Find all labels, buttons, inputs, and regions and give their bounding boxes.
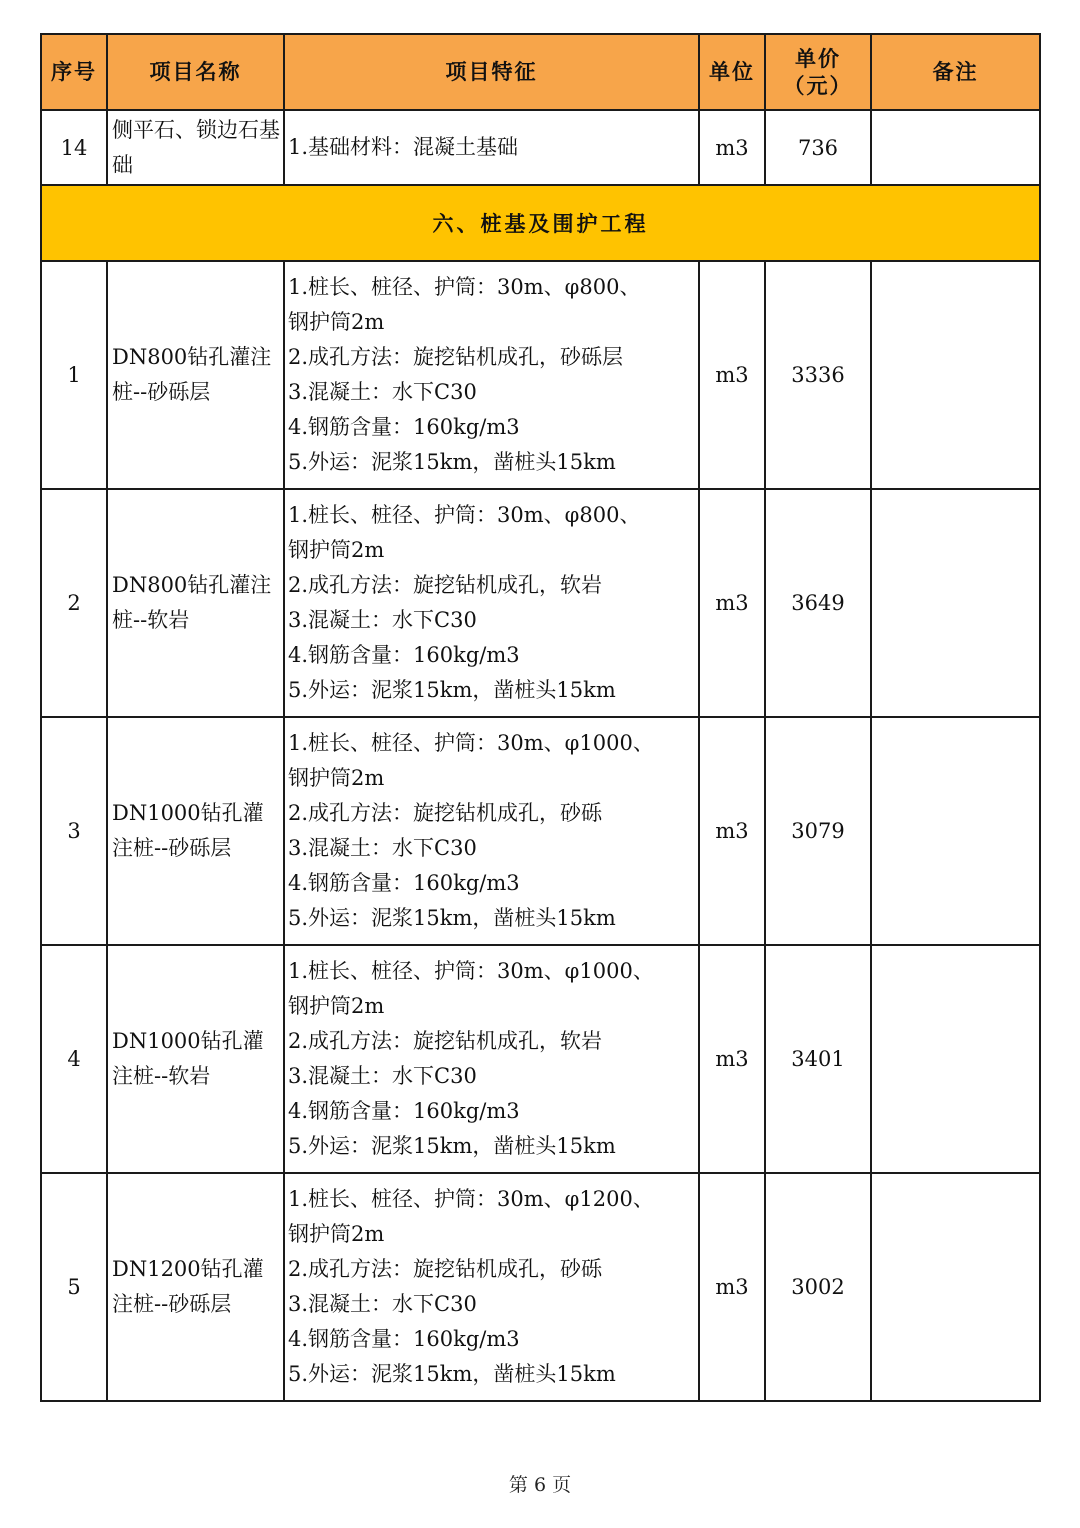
row-unit: m3 (699, 717, 765, 945)
row-features (284, 110, 699, 185)
header-name: 项目名称 (107, 34, 284, 110)
price-table (40, 33, 1041, 1402)
row-name: DN1000钻孔灌注桩--砂砾层 (107, 717, 284, 945)
row-no: 14 (41, 110, 107, 185)
row-no: 2 (41, 489, 107, 717)
row-price: 3079 (765, 717, 871, 945)
feature-line: 5.外运：泥浆15km，凿桩头15km (288, 1362, 616, 1386)
table-header (41, 34, 1040, 110)
feature-line: 2.成孔方法：旋挖钻机成孔，软岩 (288, 1029, 603, 1053)
feature-line: 4.钢筋含量：160kg/m3 (288, 1099, 520, 1123)
feature-line: 5.外运：泥浆15km，凿桩头15km (288, 1134, 616, 1158)
feature-line: 钢护筒2m (288, 766, 385, 790)
feature-line: 4.钢筋含量：160kg/m3 (288, 1327, 520, 1351)
row-remark (871, 489, 1040, 717)
header-price-line2: （元） (783, 73, 853, 98)
table-body (41, 110, 1040, 1401)
header-unit: 单位 (699, 34, 765, 110)
feature-line: 4.钢筋含量：160kg/m3 (288, 643, 520, 667)
table-row (41, 489, 1040, 717)
row-remark (871, 945, 1040, 1173)
feature-line: 2.成孔方法：旋挖钻机成孔，软岩 (288, 573, 603, 597)
row-name: DN800钻孔灌注桩--软岩 (107, 489, 284, 717)
row-no: 1 (41, 261, 107, 489)
header-remark: 备注 (871, 34, 1040, 110)
feature-line: 1.桩长、桩径、护筒：30m、φ1000、 (288, 731, 654, 755)
feature-line: 3.混凝土：水下C30 (288, 1064, 477, 1088)
header-price (765, 34, 871, 110)
table-row (41, 110, 1040, 185)
feature-line: 钢护筒2m (288, 1222, 385, 1246)
row-no: 3 (41, 717, 107, 945)
page-number: 第 6 页 (508, 1474, 572, 1496)
feature-line: 钢护筒2m (288, 994, 385, 1018)
row-price: 3649 (765, 489, 871, 717)
feature-line: 1.基础材料：混凝土基础 (288, 135, 519, 159)
feature-line: 1.桩长、桩径、护筒：30m、φ800、 (288, 503, 641, 527)
row-remark (871, 261, 1040, 489)
feature-line: 2.成孔方法：旋挖钻机成孔，砂砾 (288, 1257, 603, 1281)
row-features (284, 489, 699, 717)
row-remark (871, 717, 1040, 945)
row-features (284, 945, 699, 1173)
feature-line: 3.混凝土：水下C30 (288, 380, 477, 404)
row-no: 5 (41, 1173, 107, 1401)
section-title: 六、桩基及围护工程 (41, 185, 1040, 261)
row-price: 3401 (765, 945, 871, 1173)
feature-line: 4.钢筋含量：160kg/m3 (288, 415, 520, 439)
row-unit: m3 (699, 945, 765, 1173)
row-features (284, 717, 699, 945)
row-name: 侧平石、锁边石基础 (107, 110, 284, 185)
feature-line: 5.外运：泥浆15km，凿桩头15km (288, 678, 616, 702)
feature-line: 1.桩长、桩径、护筒：30m、φ1000、 (288, 959, 654, 983)
row-name: DN1000钻孔灌注桩--软岩 (107, 945, 284, 1173)
row-remark (871, 1173, 1040, 1401)
table-row (41, 261, 1040, 489)
feature-line: 2.成孔方法：旋挖钻机成孔，砂砾层 (288, 345, 624, 369)
row-no: 4 (41, 945, 107, 1173)
feature-line: 3.混凝土：水下C30 (288, 836, 477, 860)
row-unit: m3 (699, 261, 765, 489)
row-unit: m3 (699, 489, 765, 717)
feature-line: 3.混凝土：水下C30 (288, 608, 477, 632)
feature-line: 5.外运：泥浆15km，凿桩头15km (288, 450, 616, 474)
row-unit: m3 (699, 1173, 765, 1401)
section-row (41, 185, 1040, 261)
feature-line: 1.桩长、桩径、护筒：30m、φ1200、 (288, 1187, 654, 1211)
header-features: 项目特征 (284, 34, 699, 110)
feature-line: 3.混凝土：水下C30 (288, 1292, 477, 1316)
table-row (41, 945, 1040, 1173)
row-features (284, 1173, 699, 1401)
row-price: 3336 (765, 261, 871, 489)
feature-line: 2.成孔方法：旋挖钻机成孔，砂砾 (288, 801, 603, 825)
feature-line: 5.外运：泥浆15km，凿桩头15km (288, 906, 616, 930)
feature-line: 1.桩长、桩径、护筒：30m、φ800、 (288, 275, 641, 299)
feature-line: 钢护筒2m (288, 310, 385, 334)
row-unit: m3 (699, 110, 765, 185)
row-remark (871, 110, 1040, 185)
row-name: DN800钻孔灌注桩--砂砾层 (107, 261, 284, 489)
row-features (284, 261, 699, 489)
header-price-line1: 单价 (795, 45, 841, 71)
row-price: 3002 (765, 1173, 871, 1401)
table-row (41, 717, 1040, 945)
header-no: 序号 (41, 34, 107, 110)
row-name: DN1200钻孔灌注桩--砂砾层 (107, 1173, 284, 1401)
feature-line: 钢护筒2m (288, 538, 385, 562)
table-row (41, 1173, 1040, 1401)
feature-line: 4.钢筋含量：160kg/m3 (288, 871, 520, 895)
row-price: 736 (765, 110, 871, 185)
